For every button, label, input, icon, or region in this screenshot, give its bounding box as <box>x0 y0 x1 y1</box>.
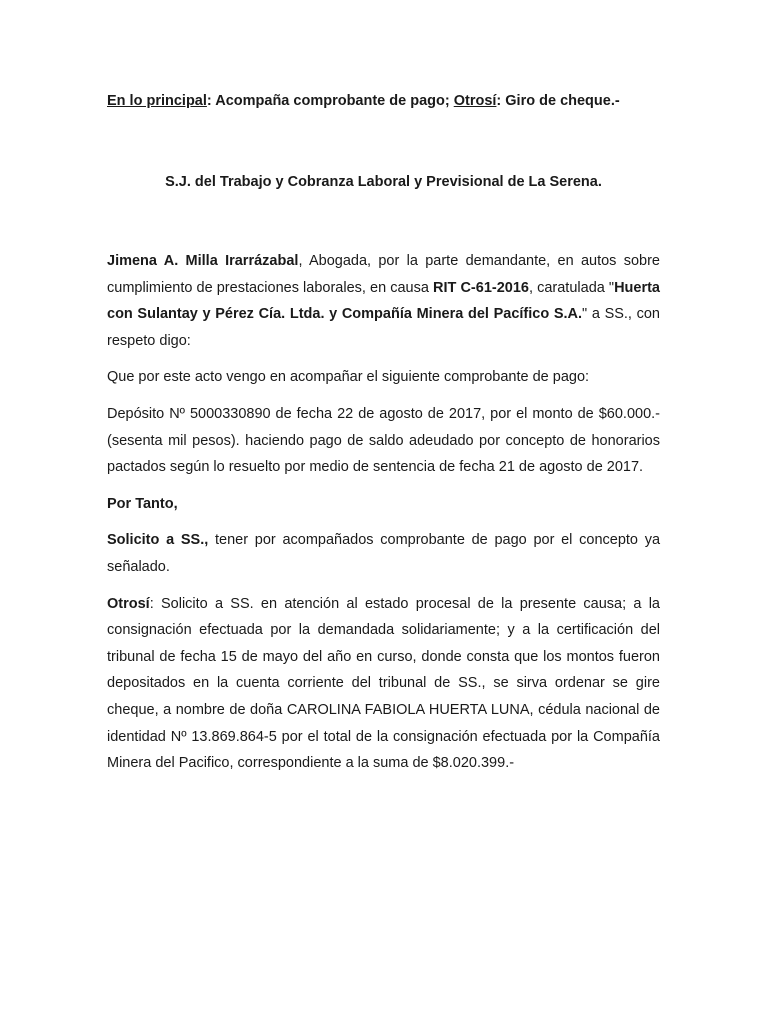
por-tanto-heading: Por Tanto, <box>107 495 178 512</box>
otrosi-header-text: Giro de cheque.- <box>505 93 620 109</box>
deposito-paragraph: Depósito Nº 5000330890 de fecha 22 de agosto de 2017, por el monto de $60.000.- (sesenta mil pesos). haciendo pago de saldo adeudado por concepto de honorarios pactados según lo resuelto por medio de sentencia de fecha 21 de agosto de 2017. <box>107 405 660 476</box>
principal-sep: : <box>206 93 216 109</box>
principal-label: En lo principal <box>107 93 207 109</box>
intro-text-1: , Abogada, por la parte demandante, en autos sobre cumplimiento de prestaciones laborales, en causa <box>107 253 660 296</box>
case-rit: RIT C-61-2016 <box>433 279 529 296</box>
intro-paragraph <box>107 248 660 354</box>
otrosi-text: : Solicito a SS. en atención al estado procesal de la presente causa; a la consignación efectuada por la demandada solidariamente; y a la certificación del tribunal de fecha 15 de mayo del año en curso, donde consta que los montos fueron depositados en la cuenta corriente del tribunal de SS., se sirva ordenar se gire cheque, a nombre de doña CAROLINA FABIOLA HUERTA LUNA, cédula nacional de identidad Nº 13.869.864-5 por el total de la consignación efectuada por la Compañía Minera del Pacifico, correspondiente a la suma de $8.020.399.- <box>107 595 660 772</box>
intro-text-3: " a SS., con respeto digo: <box>107 306 660 349</box>
document-header <box>107 91 620 111</box>
otrosi-header-sep: : <box>496 93 506 109</box>
document-body <box>107 248 660 787</box>
otrosi-label: Otrosí <box>107 595 150 612</box>
solicito-paragraph <box>107 527 660 580</box>
que-paragraph: Que por este acto vengo en acompañar el siguiente comprobante de pago: <box>107 369 590 386</box>
court-name: S.J. del Trabajo y Cobranza Laboral y Previsional de La Serena. <box>165 174 602 190</box>
solicito-label: Solicito a SS., <box>107 532 209 549</box>
otrosi-paragraph <box>107 591 660 777</box>
case-caratula: Huerta con Sulantay y Pérez Cía. Ltda. y Compañía Minera del Pacífico S.A. <box>107 279 660 323</box>
lawyer-name: Jimena A. Milla Irarrázabal <box>107 253 299 269</box>
principal-text: Acompaña comprobante de pago; <box>215 93 454 109</box>
intro-text-2: , caratulada " <box>528 279 615 296</box>
otrosi-header-label: Otrosí <box>453 93 497 109</box>
solicito-text: tener por acompañados comprobante de pago por el concepto ya señalado. <box>107 532 661 575</box>
